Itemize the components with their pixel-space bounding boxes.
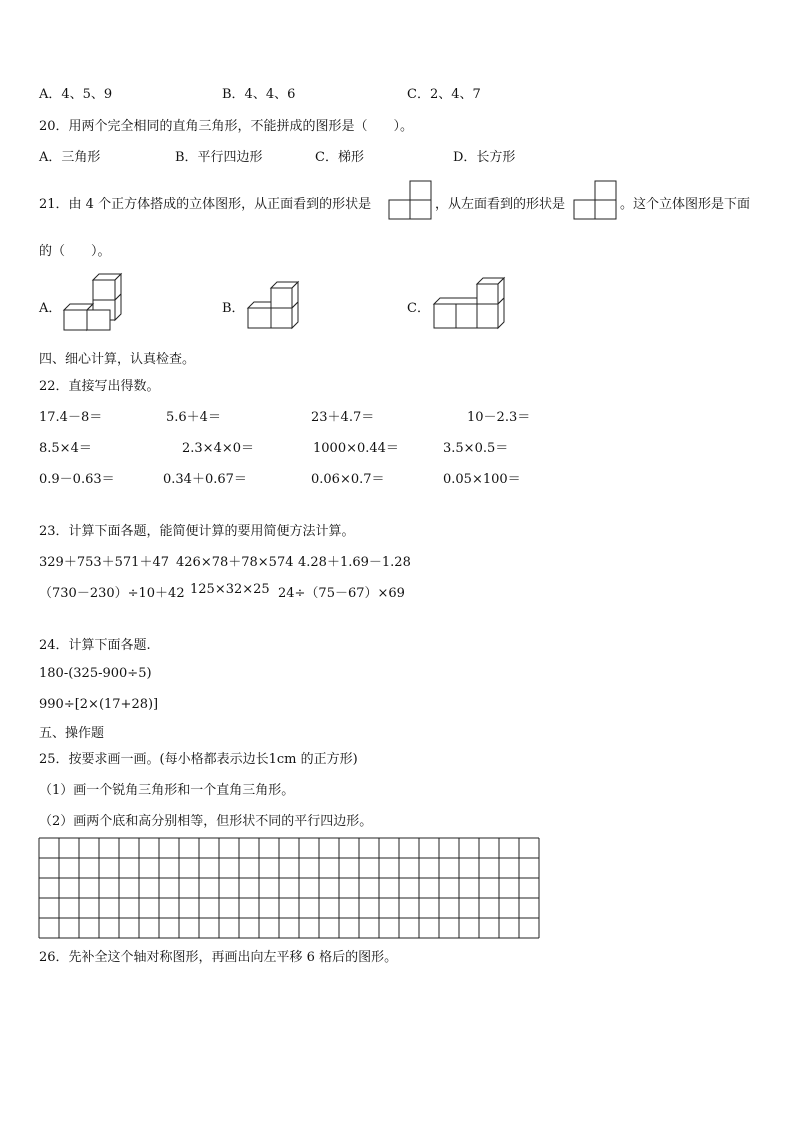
section4-title: 四、细心计算，认真检查。 (39, 352, 196, 367)
q21-option-a-figure (62, 272, 124, 334)
q21-option-a-label: A． (39, 301, 62, 316)
q20-option-c: C．梯形 (315, 150, 364, 165)
q20-option-a: A．三角形 (39, 150, 101, 165)
q22-r1c4: 10－2.3＝ (467, 410, 531, 425)
q23-stem: 23．计算下面各题，能简便计算的要用简便方法计算。 (39, 524, 355, 539)
q22-r3c3: 0.06×0.7＝ (311, 472, 385, 487)
q24-item-1: 180-(325-900÷5) (39, 666, 152, 681)
q21-option-b-figure (245, 278, 301, 334)
q21-option-c-label: C． (407, 301, 430, 316)
q23-item-3: 4.28＋1.69－1.28 (298, 555, 411, 570)
drawing-grid[interactable] (38, 837, 542, 939)
q21-option-c-figure (431, 276, 507, 332)
q24-item-2: 990÷[2×(17+28)] (39, 697, 159, 712)
q22-r2c2: 2.3×4×0＝ (182, 441, 255, 456)
q22-r2c1: 8.5×4＝ (39, 441, 92, 456)
q22-r3c4: 0.05×100＝ (443, 472, 521, 487)
q21-left-view-figure (573, 180, 618, 220)
q21-front-view-figure (388, 180, 433, 220)
q22-r1c1: 17.4－8＝ (39, 410, 103, 425)
q21-stem-line2: 的（ ）。 (39, 244, 111, 259)
q21-stem-part2: ，从左面看到的形状是 (435, 197, 566, 212)
q26-stem: 26．先补全这个轴对称图形，再画出向左平移 6 格后的图形。 (39, 950, 398, 965)
q23-item-5: 125×32×25 (190, 582, 270, 597)
section5-title: 五、操作题 (39, 726, 105, 741)
q21-stem-part3: 。这个立体图形是下面 (620, 197, 751, 212)
q25-sub1: （1）画一个锐角三角形和一个直角三角形。 (39, 783, 295, 798)
q20-option-d: D．长方形 (453, 150, 516, 165)
q19-option-a: A．4、5、9 (39, 87, 113, 102)
q22-r1c2: 5.6＋4＝ (166, 410, 221, 425)
q22-r2c4: 3.5×0.5＝ (443, 441, 509, 456)
q19-option-b: B．4、4、6 (222, 87, 296, 102)
q20-option-b: B．平行四边形 (175, 150, 263, 165)
q19-option-c: C．2、4、7 (407, 87, 481, 102)
q22-r2c3: 1000×0.44＝ (313, 441, 399, 456)
q23-item-6: 24÷（75－67）×69 (278, 586, 405, 601)
q23-item-4: （730－230）÷10＋42 (39, 586, 185, 601)
q22-r3c1: 0.9－0.63＝ (39, 472, 115, 487)
q25-sub2: （2）画两个底和高分别相等，但形状不同的平行四边形。 (39, 814, 373, 829)
q22-stem: 22．直接写出得数。 (39, 379, 160, 394)
q24-stem: 24．计算下面各题. (39, 638, 151, 653)
q20-stem: 20．用两个完全相同的直角三角形，不能拼成的图形是（ ）。 (39, 119, 414, 134)
q21-option-b-label: B． (222, 301, 245, 316)
q22-r1c3: 23＋4.7＝ (311, 410, 375, 425)
q21-stem-part1: 21．由 4 个正方体搭成的立体图形，从正面看到的形状是 (39, 197, 372, 212)
q22-r3c2: 0.34＋0.67＝ (163, 472, 247, 487)
q23-item-1: 329＋753＋571＋47 (39, 555, 169, 570)
q25-stem: 25．按要求画一画。(每小格都表示边长1cm 的正方形) (39, 752, 358, 767)
q23-item-2: 426×78＋78×574 (176, 555, 294, 570)
